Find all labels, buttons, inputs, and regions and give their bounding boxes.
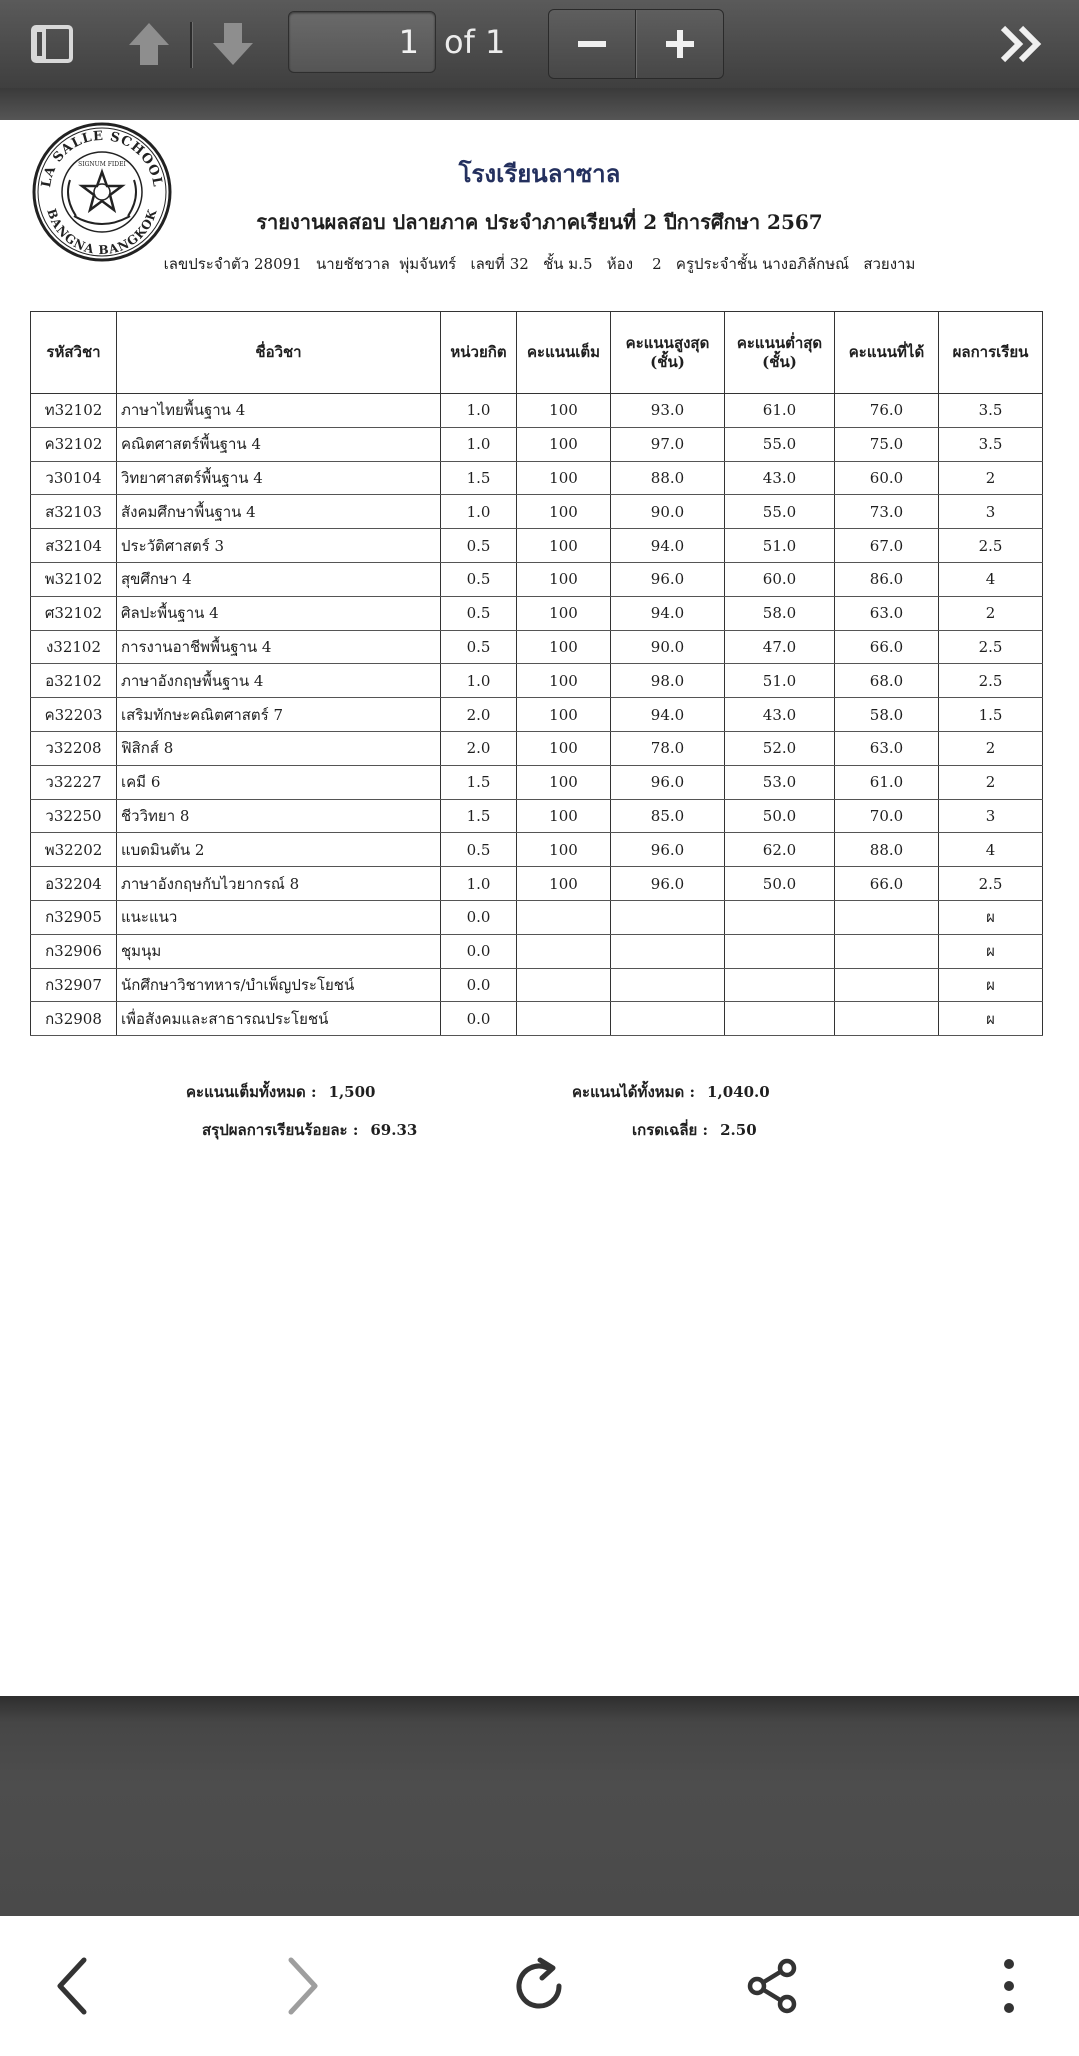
- subject-code-cell: ว32208: [31, 731, 117, 765]
- subject-name-cell: คณิตศาสตร์พื้นฐาน 4: [117, 427, 441, 461]
- zoom-in-button[interactable]: [636, 10, 723, 78]
- grade-cell: ผ: [939, 968, 1043, 1002]
- subject-code-cell: ก32908: [31, 1002, 117, 1036]
- grade-cell: 3.5: [939, 394, 1043, 428]
- subject-code-cell: ส32104: [31, 529, 117, 563]
- full-score-cell: 100: [517, 698, 611, 732]
- grade-cell: 3.5: [939, 427, 1043, 461]
- subject-code-cell: ก32905: [31, 900, 117, 934]
- more-options-button[interactable]: [964, 1946, 1054, 2026]
- forward-button[interactable]: [258, 1946, 348, 2026]
- table-row: [31, 495, 1043, 529]
- full-score-cell: 100: [517, 562, 611, 596]
- subject-code-cell: ว32250: [31, 799, 117, 833]
- gpa-label: เกรดเฉลี่ย :: [632, 1121, 709, 1139]
- table-row: [31, 664, 1043, 698]
- max-score-cell: [611, 934, 725, 968]
- max-score-cell: 85.0: [611, 799, 725, 833]
- credits-cell: 2.0: [441, 698, 517, 732]
- max-score-cell: [611, 900, 725, 934]
- credits-cell: 1.5: [441, 461, 517, 495]
- table-row: [31, 833, 1043, 867]
- pdf-toolbar: [0, 0, 1079, 88]
- min-score-cell: 53.0: [725, 765, 835, 799]
- earned-score-cell: 76.0: [835, 394, 939, 428]
- total-full-value: 1,500: [328, 1083, 376, 1101]
- table-row: [31, 900, 1043, 934]
- back-arrow-icon: [52, 1956, 92, 2016]
- subject-code-cell: อ32204: [31, 867, 117, 901]
- grade-cell: ผ: [939, 900, 1043, 934]
- grade-table-body: [31, 394, 1043, 1036]
- page-number-input[interactable]: [288, 11, 436, 73]
- table-row: [31, 427, 1043, 461]
- full-score-cell: 100: [517, 867, 611, 901]
- subject-name-cell: สังคมศึกษาพื้นฐาน 4: [117, 495, 441, 529]
- earned-score-cell: [835, 934, 939, 968]
- min-score-cell: 60.0: [725, 562, 835, 596]
- max-score-cell: 90.0: [611, 495, 725, 529]
- min-score-cell: 55.0: [725, 495, 835, 529]
- min-score-cell: 62.0: [725, 833, 835, 867]
- grade-cell: 2: [939, 765, 1043, 799]
- credits-cell: 1.0: [441, 867, 517, 901]
- earned-score-cell: 88.0: [835, 833, 939, 867]
- zoom-controls: [548, 9, 724, 79]
- subject-name-cell: สุขศึกษา 4: [117, 562, 441, 596]
- max-score-cell: 88.0: [611, 461, 725, 495]
- subject-name-cell: วิทยาศาสตร์พื้นฐาน 4: [117, 461, 441, 495]
- grade-cell: 2.5: [939, 630, 1043, 664]
- full-score-cell: 100: [517, 731, 611, 765]
- subject-name-cell: ชุมนุม: [117, 934, 441, 968]
- table-row: [31, 596, 1043, 630]
- min-score-cell: 51.0: [725, 664, 835, 698]
- svg-text:SIGNUM FIDEI: SIGNUM FIDEI: [78, 161, 126, 168]
- grade-cell: 2: [939, 596, 1043, 630]
- full-score-cell: 100: [517, 799, 611, 833]
- min-score-cell: 52.0: [725, 731, 835, 765]
- browser-nav-bar: [0, 1916, 1079, 2056]
- earned-score-cell: 70.0: [835, 799, 939, 833]
- max-score-cell: 78.0: [611, 731, 725, 765]
- table-row: [31, 698, 1043, 732]
- credits-cell: 1.5: [441, 799, 517, 833]
- credits-cell: 2.0: [441, 731, 517, 765]
- reload-icon: [509, 1956, 569, 2016]
- min-score-cell: 43.0: [725, 698, 835, 732]
- summary-gpa: [632, 1118, 757, 1142]
- earned-score-cell: 58.0: [835, 698, 939, 732]
- summary-total-full: [186, 1080, 376, 1104]
- max-score-cell: 98.0: [611, 664, 725, 698]
- earned-score-cell: [835, 1002, 939, 1036]
- grade-cell: 2.5: [939, 529, 1043, 563]
- subject-name-cell: เสริมทักษะคณิตศาสตร์ 7: [117, 698, 441, 732]
- table-row: [31, 394, 1043, 428]
- sidebar-toggle-button[interactable]: [22, 18, 82, 70]
- earned-score-cell: 63.0: [835, 731, 939, 765]
- credits-cell: 0.5: [441, 596, 517, 630]
- earned-score-cell: 75.0: [835, 427, 939, 461]
- subject-name-cell: การงานอาชีพพื้นฐาน 4: [117, 630, 441, 664]
- grade-cell: 4: [939, 833, 1043, 867]
- max-score-cell: 94.0: [611, 529, 725, 563]
- max-score-cell: [611, 1002, 725, 1036]
- subject-name-cell: ชีววิทยา 8: [117, 799, 441, 833]
- subject-name-cell: ศิลปะพื้นฐาน 4: [117, 596, 441, 630]
- subject-name-cell: แบดมินตัน 2: [117, 833, 441, 867]
- column-header-earned-score: คะแนนที่ได้: [835, 312, 939, 394]
- min-score-cell: 51.0: [725, 529, 835, 563]
- summary-percent: [202, 1118, 417, 1142]
- min-score-cell: [725, 900, 835, 934]
- previous-page-button[interactable]: [116, 16, 182, 72]
- arrow-up-icon: [127, 21, 171, 67]
- svg-text:LA SALLE SCHOOL: LA SALLE SCHOOL: [39, 128, 165, 189]
- credits-cell: 1.0: [441, 664, 517, 698]
- full-score-cell: [517, 968, 611, 1002]
- full-score-cell: 100: [517, 596, 611, 630]
- full-score-cell: 100: [517, 495, 611, 529]
- subject-name-cell: ภาษาอังกฤษกับไวยากรณ์ 8: [117, 867, 441, 901]
- earned-score-cell: [835, 900, 939, 934]
- grade-cell: 2.5: [939, 867, 1043, 901]
- min-score-cell: 50.0: [725, 867, 835, 901]
- subject-code-cell: พ32102: [31, 562, 117, 596]
- max-score-cell: 96.0: [611, 765, 725, 799]
- full-score-cell: [517, 1002, 611, 1036]
- earned-score-cell: 68.0: [835, 664, 939, 698]
- toolbar-separator: [190, 22, 193, 68]
- credits-cell: 1.0: [441, 394, 517, 428]
- sidebar-toggle-icon: [30, 24, 74, 64]
- report-title: รายงานผลสอบ ปลายภาค ประจำภาคเรียนที่ 2 ปีการศึกษา 2567: [256, 210, 823, 234]
- column-header-code: รหัสวิชา: [31, 312, 117, 394]
- column-header-full-score: คะแนนเต็ม: [517, 312, 611, 394]
- tools-menu-button[interactable]: [986, 16, 1058, 72]
- table-row: [31, 934, 1043, 968]
- earned-score-cell: 63.0: [835, 596, 939, 630]
- column-header-max-score: คะแนนสูงสุด (ชั้น): [611, 312, 725, 394]
- column-header-credits: หน่วยกิต: [441, 312, 517, 394]
- gpa-value: 2.50: [720, 1121, 757, 1139]
- min-score-cell: 61.0: [725, 394, 835, 428]
- grade-cell: 2: [939, 461, 1043, 495]
- subject-name-cell: ประวัติศาสตร์ 3: [117, 529, 441, 563]
- credits-cell: 1.0: [441, 495, 517, 529]
- min-score-cell: [725, 968, 835, 1002]
- max-score-cell: [611, 968, 725, 1002]
- min-score-cell: 50.0: [725, 799, 835, 833]
- min-score-cell: 55.0: [725, 427, 835, 461]
- more-vertical-icon: [999, 1956, 1019, 2016]
- table-row: [31, 731, 1043, 765]
- full-score-cell: 100: [517, 664, 611, 698]
- credits-cell: 0.0: [441, 968, 517, 1002]
- plus-icon: [663, 27, 697, 61]
- max-score-cell: 90.0: [611, 630, 725, 664]
- subject-code-cell: ค32203: [31, 698, 117, 732]
- credits-cell: 0.5: [441, 630, 517, 664]
- grade-cell: 4: [939, 562, 1043, 596]
- reload-button[interactable]: [494, 1946, 584, 2026]
- grade-cell: 2.5: [939, 664, 1043, 698]
- table-row: [31, 562, 1043, 596]
- subject-code-cell: ง32102: [31, 630, 117, 664]
- max-score-cell: 96.0: [611, 867, 725, 901]
- credits-cell: 0.0: [441, 1002, 517, 1036]
- svg-text:BANGNA BANGKOK: BANGNA BANGKOK: [44, 206, 160, 258]
- subject-code-cell: ก32906: [31, 934, 117, 968]
- arrow-down-icon: [211, 21, 255, 67]
- full-score-cell: [517, 900, 611, 934]
- toolbar-shadow: [0, 88, 1079, 120]
- subject-name-cell: เพื่อสังคมและสาธารณประโยชน์: [117, 1002, 441, 1036]
- share-button[interactable]: [728, 1946, 818, 2026]
- table-row: [31, 867, 1043, 901]
- max-score-cell: 97.0: [611, 427, 725, 461]
- subject-code-cell: ก32907: [31, 968, 117, 1002]
- earned-score-cell: [835, 968, 939, 1002]
- page-count-label: of 1: [444, 23, 506, 61]
- table-row: [31, 630, 1043, 664]
- subject-code-cell: ว30104: [31, 461, 117, 495]
- credits-cell: 0.5: [441, 833, 517, 867]
- subject-name-cell: เคมี 6: [117, 765, 441, 799]
- table-row: [31, 529, 1043, 563]
- column-header-subject: ชื่อวิชา: [117, 312, 441, 394]
- table-row: [31, 765, 1043, 799]
- next-page-button[interactable]: [200, 16, 266, 72]
- subject-code-cell: อ32102: [31, 664, 117, 698]
- full-score-cell: 100: [517, 529, 611, 563]
- earned-score-cell: 60.0: [835, 461, 939, 495]
- subject-code-cell: ท32102: [31, 394, 117, 428]
- student-info-line: เลขประจำตัว 28091 นายชัชวาล พุ่มจันทร์ เลขที่ 32 ชั้น ม.5 ห้อง 2 ครูประจำชั้น นางอภิลักษณ์ สวยงาม: [163, 255, 916, 273]
- subject-name-cell: นักศึกษาวิชาทหาร/บำเพ็ญประโยชน์: [117, 968, 441, 1002]
- grade-table: [30, 311, 1043, 1036]
- subject-name-cell: แนะแนว: [117, 900, 441, 934]
- grade-cell: ผ: [939, 934, 1043, 968]
- full-score-cell: [517, 934, 611, 968]
- column-header-grade: ผลการเรียน: [939, 312, 1043, 394]
- viewer-background: [0, 1696, 1079, 1916]
- minus-icon: [575, 27, 609, 61]
- total-earned-label: คะแนนได้ทั้งหมด :: [572, 1083, 696, 1101]
- min-score-cell: 47.0: [725, 630, 835, 664]
- subject-code-cell: ค32102: [31, 427, 117, 461]
- subject-code-cell: ศ32102: [31, 596, 117, 630]
- forward-arrow-icon: [283, 1956, 323, 2016]
- total-full-label: คะแนนเต็มทั้งหมด :: [186, 1083, 317, 1101]
- min-score-cell: 58.0: [725, 596, 835, 630]
- earned-score-cell: 66.0: [835, 630, 939, 664]
- grade-cell: ผ: [939, 1002, 1043, 1036]
- credits-cell: 1.5: [441, 765, 517, 799]
- grade-cell: 3: [939, 495, 1043, 529]
- table-header-row: [31, 312, 1043, 394]
- pdf-page: [0, 120, 1079, 1696]
- full-score-cell: 100: [517, 630, 611, 664]
- full-score-cell: 100: [517, 833, 611, 867]
- credits-cell: 0.0: [441, 900, 517, 934]
- share-icon: [743, 1956, 803, 2016]
- table-row: [31, 968, 1043, 1002]
- credits-cell: 0.0: [441, 934, 517, 968]
- full-score-cell: 100: [517, 765, 611, 799]
- table-row: [31, 799, 1043, 833]
- subject-code-cell: ส32103: [31, 495, 117, 529]
- percent-value: 69.33: [370, 1121, 418, 1139]
- grade-cell: 2: [939, 731, 1043, 765]
- earned-score-cell: 73.0: [835, 495, 939, 529]
- total-earned-value: 1,040.0: [707, 1083, 770, 1101]
- max-score-cell: 94.0: [611, 698, 725, 732]
- grade-cell: 3: [939, 799, 1043, 833]
- max-score-cell: 96.0: [611, 562, 725, 596]
- percent-label: สรุปผลการเรียนร้อยละ :: [202, 1121, 359, 1139]
- credits-cell: 0.5: [441, 529, 517, 563]
- earned-score-cell: 61.0: [835, 765, 939, 799]
- subject-code-cell: พ32202: [31, 833, 117, 867]
- table-row: [31, 1002, 1043, 1036]
- credits-cell: 1.0: [441, 427, 517, 461]
- table-row: [31, 461, 1043, 495]
- school-name-heading: โรงเรียนลาซาล: [458, 159, 621, 188]
- max-score-cell: 94.0: [611, 596, 725, 630]
- zoom-out-button[interactable]: [549, 10, 636, 78]
- summary-total-earned: [572, 1080, 770, 1104]
- earned-score-cell: 86.0: [835, 562, 939, 596]
- earned-score-cell: 67.0: [835, 529, 939, 563]
- column-header-min-score: คะแนนต่ำสุด (ชั้น): [725, 312, 835, 394]
- full-score-cell: 100: [517, 394, 611, 428]
- grade-cell: 1.5: [939, 698, 1043, 732]
- subject-name-cell: ภาษาอังกฤษพื้นฐาน 4: [117, 664, 441, 698]
- subject-name-cell: ภาษาไทยพื้นฐาน 4: [117, 394, 441, 428]
- min-score-cell: 43.0: [725, 461, 835, 495]
- max-score-cell: 96.0: [611, 833, 725, 867]
- subject-name-cell: ฟิสิกส์ 8: [117, 731, 441, 765]
- double-chevron-right-icon: [999, 24, 1045, 64]
- full-score-cell: 100: [517, 461, 611, 495]
- min-score-cell: [725, 934, 835, 968]
- min-score-cell: [725, 1002, 835, 1036]
- earned-score-cell: 66.0: [835, 867, 939, 901]
- back-button[interactable]: [27, 1946, 117, 2026]
- credits-cell: 0.5: [441, 562, 517, 596]
- max-score-cell: 93.0: [611, 394, 725, 428]
- full-score-cell: 100: [517, 427, 611, 461]
- subject-code-cell: ว32227: [31, 765, 117, 799]
